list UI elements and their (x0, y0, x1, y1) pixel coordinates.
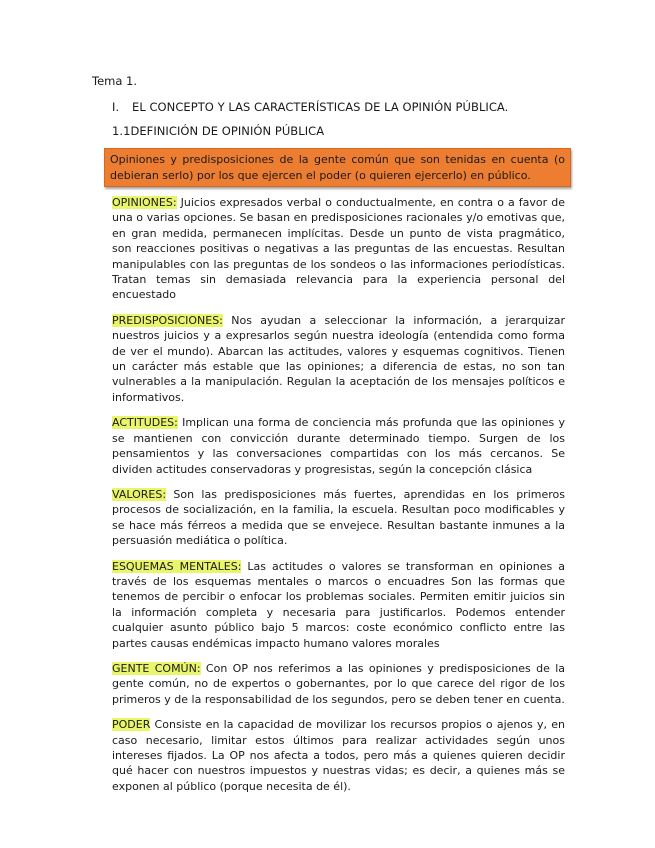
section-paragraph-opiniones (112, 195, 565, 303)
section-paragraph-actitudes (112, 415, 565, 477)
section-heading: 1.1DEFINICIÓN DE OPINIÓN PÚBLICA (112, 124, 325, 138)
term-highlight: ACTITUDES: (112, 416, 178, 430)
term-highlight: PODER (112, 718, 151, 732)
term-highlight: ESQUEMAS MENTALES: (112, 559, 242, 573)
section-paragraph-gente-comun (112, 661, 565, 707)
term-definition: Con OP nos referimos a las opiniones y predisposiciones de la gente común, no de expertos o gobernantes, por lo que carece del rigor de los primeros y de la responsabilidad de los segundos, pero se deben tener en cuenta. (112, 661, 565, 706)
chapter-heading (112, 100, 565, 115)
section-paragraph-esquemas (112, 559, 565, 651)
section-paragraph-valores (112, 487, 565, 549)
chapter-title: EL CONCEPTO Y LAS CARACTERÍSTICAS DE LA OPINIÓN PÚBLICA. (132, 100, 509, 114)
term-highlight: GENTE COMÚN: (112, 661, 201, 675)
term-definition: Nos ayudan a seleccionar la información, a jerarquizar nuestros juicios y a expresarlos según nuestra ideología (entendida como forma de ver el mundo). Abarcan las actitudes, valores y esquemas cognitivos. Tienen un carácter más estable que las opiniones; a diferencia de estas, no son tan vulnerables a la manipulación. Regulan la aceptación de los mensajes políticos e informativos. (112, 313, 565, 404)
chapter-number: I. (112, 100, 120, 114)
term-highlight: OPINIONES: (112, 196, 177, 209)
section-paragraph-predisposiciones (112, 313, 565, 405)
term-highlight: VALORES: (112, 487, 167, 501)
term-definition: Consiste en la capacidad de movilizar los recursos propios o ajenos y, en caso necesario, limitar estos últimos para realizar actividades según unos intereses fijados. La OP nos afecta a todos, pero más a quienes quieren decidir qué hacer con nuestros impuestos y nuestras vidas; es decir, a quienes más se exponen al público (porque necesita de él). (112, 718, 565, 793)
topic-label: Tema 1. (92, 74, 138, 88)
term-definition: Son las predisposiciones más fuertes, aprendidas en los primeros procesos de socialización, en la familia, la escuela. Resultan poco modificables y se hace más férreos a medida que se envejece. Resultan bastante inmunes a la persuasión mediática o política. (112, 487, 565, 548)
term-definition: Las actitudes o valores se transforman en opiniones a través de los esquemas mentales o marcos o encuadres Son las formas que tenemos de percibir o enfocar los problemas sociales. Permiten emitir juicios sin la información completa y necesaria para justificarlos. Podemos entender cualquier asunto público bajo 5 marcos: coste económico conflicto entre las partes causas endémicas impacto humano valores morales (112, 559, 565, 650)
term-definition: Implican una forma de conciencia más profunda que las opiniones y se mantienen con convicción durante determinado tiempo. Surgen de los pensamientos y las conversaciones compartidas con los más cercanos. Se dividen actitudes conservadoras y progresistas, según la concepción clásica (112, 416, 565, 476)
definition-sections (92, 195, 565, 794)
term-definition: Juicios expresados verbal o conductualmente, en contra o a favor de una o varias opciones. Se basan en predisposiciones racionales y/o emotivas que, en gran medida, permanecen implícitas. Desde un punto de vista pragmático, son reacciones positivas o negativas a las preguntas de las encuestas. Resultan manipulables con las preguntas de los sondeos o las informaciones periodísticas. Tratan temas sin demasiada relevancia para la experiencia personal del encuestado (112, 196, 565, 302)
term-highlight: PREDISPOSICIONES: (112, 313, 223, 327)
section-paragraph-poder (112, 717, 565, 794)
definition-callout: Opiniones y predisposiciones de la gente común que son tenidas en cuenta (o debieran serlo) por los que ejercen el poder (o quieren ejercerlo) en público. (104, 148, 571, 187)
